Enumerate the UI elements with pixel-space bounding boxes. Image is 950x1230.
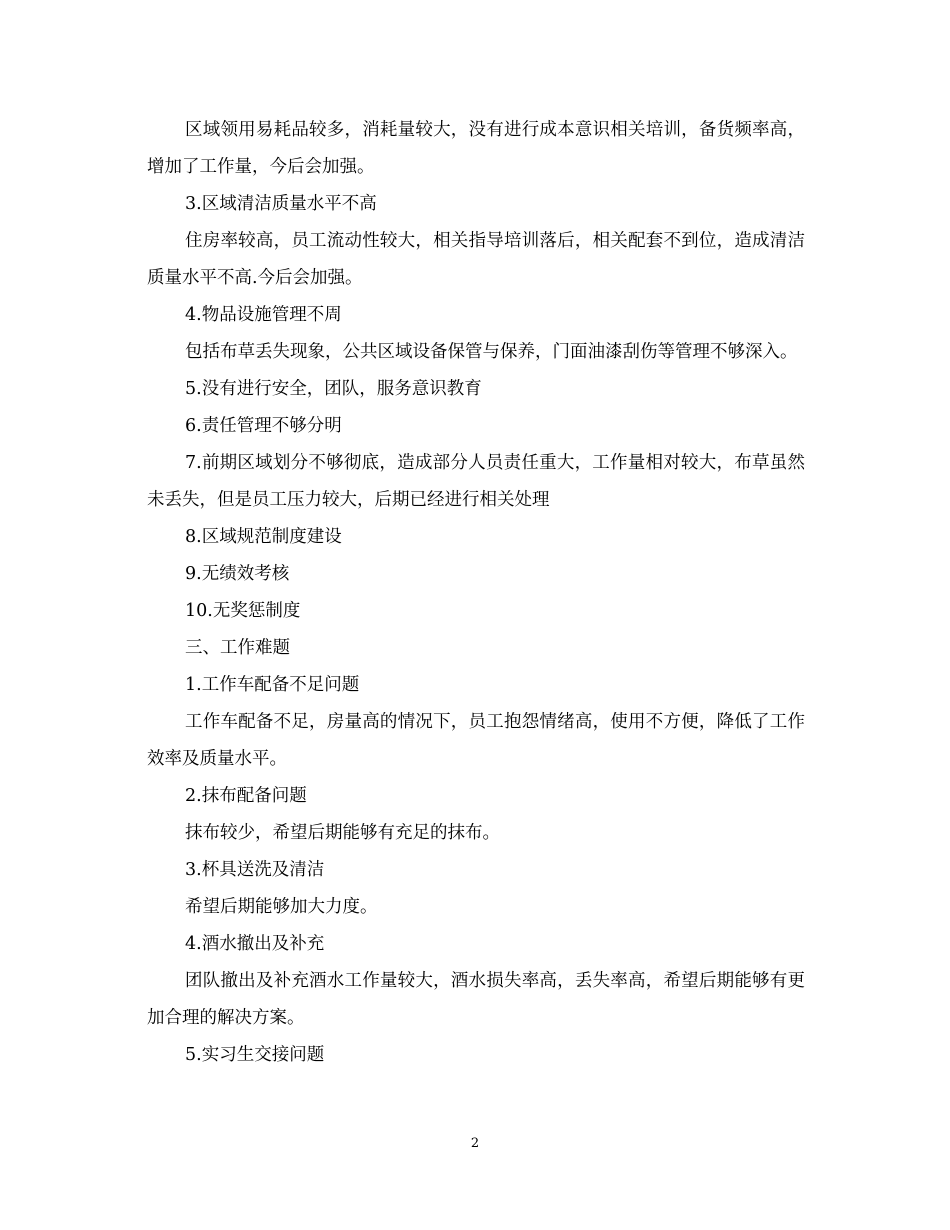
heading-work-cart: 1.工作车配备不足问题 — [185, 675, 360, 695]
paragraph-drinks: 团队撤出及补充酒水工作量较大，酒水损失率高，丢失率高，希望后期能够有更加合理的解决方案。 — [147, 971, 805, 1028]
item-performance: 9.无绩效考核 — [185, 564, 290, 584]
item-responsibility: 6.责任管理不够分明 — [185, 416, 342, 436]
paragraph-cups: 希望后期能够加大力度。 — [185, 897, 378, 917]
heading-drinks: 4.酒水撤出及补充 — [185, 934, 325, 954]
paragraph-consumables: 区域领用易耗品较多，消耗量较大，没有进行成本意识相关培训，备货频率高，增加了工作量，今后会加强。 — [147, 120, 805, 177]
heading-cleaning-quality: 3.区域清洁质量水平不高 — [185, 194, 377, 214]
heading-cups: 3.杯具送洗及清洁 — [185, 860, 325, 880]
paragraph-rags: 抹布较少，希望后期能够有充足的抹布。 — [185, 823, 500, 843]
heading-facility-management: 4.物品设施管理不周 — [185, 305, 342, 325]
page-number: 2 — [470, 1136, 480, 1151]
paragraph-cleaning-quality: 住房率较高，员工流动性较大，相关指导培训落后，相关配套不到位，造成清洁质量水平不高.今后会加强。 — [147, 231, 805, 288]
section-heading-difficulties: 三、工作难题 — [185, 638, 290, 658]
item-rewards: 10.无奖惩制度 — [185, 601, 301, 621]
heading-rags: 2.抹布配备问题 — [185, 786, 307, 806]
item-safety-education: 5.没有进行安全，团队，服务意识教育 — [185, 379, 482, 399]
heading-intern-handover: 5.实习生交接问题 — [185, 1045, 325, 1065]
paragraph-facility-management: 包括布草丢失现象，公共区域设备保管与保养，门面油漆刮伤等管理不够深入。 — [185, 342, 798, 362]
paragraph-work-cart: 工作车配备不足，房量高的情况下，员工抱怨情绪高，使用不方便，降低了工作效率及质量水平。 — [147, 712, 805, 769]
item-area-division: 7.前期区域划分不够彻底，造成部分人员责任重大，工作量相对较大，布草虽然未丢失，但是员工压力较大，后期已经进行相关处理 — [147, 453, 805, 510]
item-regulations: 8.区域规范制度建设 — [185, 527, 342, 547]
document-body — [147, 112, 805, 1074]
